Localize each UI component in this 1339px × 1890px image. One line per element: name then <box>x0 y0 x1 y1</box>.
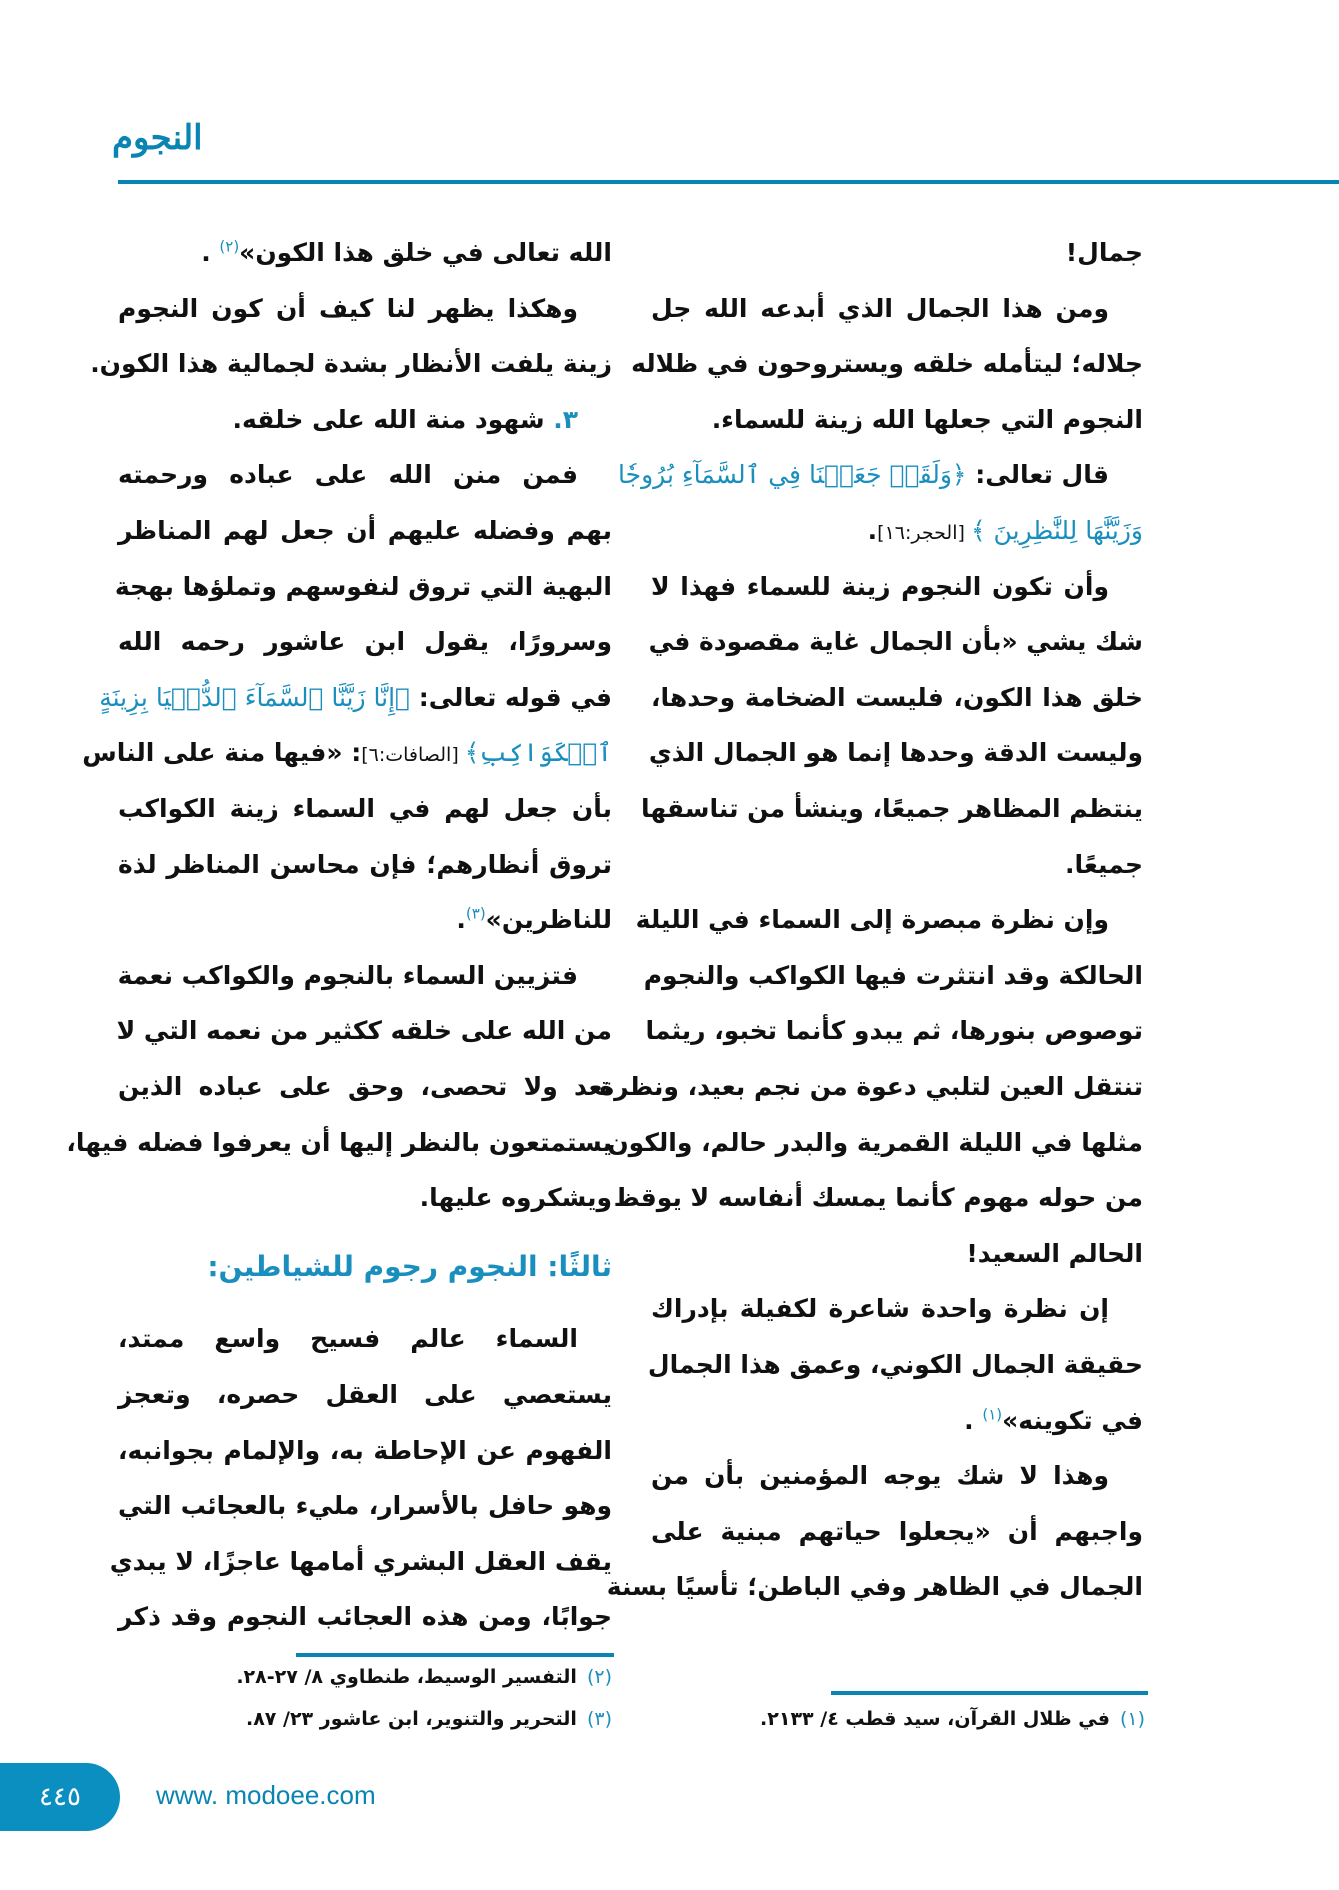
text-line <box>643 948 1143 1004</box>
text-line <box>118 837 612 893</box>
line-text: من الله على خلقه ككثير من نعمه التي لا <box>116 1016 612 1046</box>
line-text: بأن جعل لهم في السماء زينة الكواكب <box>118 794 612 823</box>
text-line <box>118 447 612 503</box>
line-text: زينة يلفت الأنظار بشدة لجمالية هذا الكون. <box>90 349 612 379</box>
line-text: شهود منة الله على خلقه. <box>232 404 554 434</box>
text-line <box>118 1003 612 1059</box>
line-text: جميعًا. <box>1065 849 1143 879</box>
footnote-text: التفسير الوسيط، طنطاوي ٨/ ٢٧-٢٨. <box>236 1666 577 1688</box>
text-line <box>641 781 1143 837</box>
footnote-number: (١) <box>1119 1708 1145 1730</box>
text-line <box>651 1504 1143 1560</box>
section-heading <box>118 1239 612 1295</box>
line-text: إن نظرة واحدة شاعرة لكفيلة بإدراك <box>651 1294 1109 1324</box>
line-text: وإن نظرة مبصرة إلى السماء في الليلة <box>635 905 1109 935</box>
line-text: ويشكروه عليها. <box>419 1183 612 1213</box>
text-line <box>648 614 1143 670</box>
footnote-text: في ظلال القرآن، سيد قطب ٤/ ٢١٣٣. <box>760 1708 1110 1730</box>
footnote-text: التحرير والتنوير، ابن عاشور ٢٣/ ٨٧. <box>245 1708 577 1730</box>
line-text: البهية التي تروق لنفوسهم وتملؤها بهجة <box>114 571 612 601</box>
line-text: يستمتعون بالنظر إليها أن يعرفوا فضله فيها، <box>66 1127 612 1157</box>
line-text: شك يشي «بأن الجمال غاية مقصودة في <box>648 627 1143 657</box>
text-line <box>118 1367 612 1423</box>
line-text: مثلها في الليلة القمرية والبدر حالم، والكون <box>607 1127 1143 1157</box>
line-text: الله تعالى في خلق هذا الكون» <box>239 238 612 267</box>
line-text: وأن تكون النجوم زينة للسماء فهذا لا <box>651 571 1109 601</box>
text-line <box>66 1115 612 1171</box>
text-line <box>607 1115 1143 1171</box>
line-text: وليست الدقة وحدها إنما هو الجمال الذي <box>648 738 1143 768</box>
line-text: الجمال في الظاهر وفي الباطن؛ تأسيًا بسنة <box>606 1572 1143 1602</box>
text-line <box>99 670 612 726</box>
line-text: خلق هذا الكون، فليست الضخامة وحدها، <box>651 682 1143 712</box>
text-line <box>651 1281 1143 1337</box>
footnote-2 <box>236 1666 612 1688</box>
line-text: النجوم التي جعلها الله زينة للسماء. <box>711 404 1143 434</box>
text-line <box>118 781 612 837</box>
footnote-number: (٢) <box>586 1666 612 1688</box>
line-text: قال تعالى: <box>966 460 1109 490</box>
line-text: تعد ولا تحصى، وحق على عباده الذين <box>118 1072 612 1101</box>
text-line <box>651 559 1143 615</box>
text-line <box>635 892 1143 948</box>
text-line <box>118 392 612 448</box>
line-text: وسرورًا، يقول ابن عاشور رحمه الله <box>118 627 612 657</box>
line-text: يقف العقل البشري أمامها عاجزًا، لا يبدي <box>109 1546 612 1576</box>
line-text: الحالكة وقد انتثرت فيها الكواكب والنجوم <box>643 960 1143 990</box>
footnote-number: (٣) <box>586 1708 612 1730</box>
text-line <box>651 281 1143 337</box>
verse-reference: [الصافات:٦] <box>361 744 465 767</box>
text-line <box>82 725 612 781</box>
text-line <box>651 1226 1143 1282</box>
line-text: ومن هذا الجمال الذي أبدعه الله جل <box>651 293 1109 323</box>
line-text: حقيقة الجمال الكوني، وعمق هذا الجمال <box>647 1350 1143 1379</box>
text-line <box>651 1393 1143 1449</box>
text-line <box>613 1170 1143 1226</box>
text-line <box>631 336 1143 392</box>
quran-verse: ٱلۡكَوَاكِبِ﴾ <box>464 738 612 768</box>
text-line <box>651 225 1143 281</box>
line-text: . <box>964 1405 983 1435</box>
text-line <box>651 392 1143 448</box>
chapter-title: النجوم <box>112 118 203 158</box>
footnote-marker[interactable]: (٣) <box>465 904 486 923</box>
line-text: وهذا لا شك يوجه المؤمنين بأن من <box>651 1461 1109 1491</box>
footnote-3 <box>246 1708 612 1730</box>
footnote-1 <box>760 1708 1145 1730</box>
text-line <box>618 447 1143 503</box>
text-line <box>118 1170 612 1226</box>
text-line <box>90 336 612 392</box>
text-line <box>645 1003 1143 1059</box>
quran-verse: ﴿وَلَقَدۡ جَعَلۡنَا فِي ٱلسَّمَآءِ بُرُوجٗا <box>618 460 967 490</box>
text-line <box>118 948 612 1004</box>
text-line <box>118 614 612 670</box>
text-line <box>118 892 612 948</box>
quran-verse: ﴿إِنَّا زَيَّنَّا ٱلسَّمَآءَ ٱلدُّنۡيَا بِزِينَةٍ <box>99 682 411 712</box>
text-line <box>109 1534 612 1590</box>
verse-reference: [الحجر:١٦] <box>877 522 971 544</box>
text-line <box>118 1311 612 1367</box>
text-line <box>651 1448 1143 1504</box>
text-line <box>606 1559 1143 1615</box>
footnote-divider-right <box>831 1691 1148 1695</box>
line-text: . <box>201 238 220 267</box>
line-text: . <box>456 905 466 935</box>
text-line <box>114 559 612 615</box>
website-link[interactable]: www. modoee.com <box>156 1780 376 1810</box>
line-text: وهكذا يظهر لنا كيف أن كون النجوم <box>118 293 578 323</box>
text-line <box>118 1059 612 1115</box>
line-text: فتزيين السماء بالنجوم والكواكب نعمة <box>117 960 578 990</box>
text-line <box>648 725 1143 781</box>
text-line <box>118 1589 612 1645</box>
footnote-divider-left <box>296 1653 614 1657</box>
line-text: توصوص بنورها، ثم يبدو كأنما تخبو، ريثما <box>645 1016 1143 1046</box>
text-line <box>118 1478 612 1534</box>
text-line <box>651 503 1143 559</box>
text-line <box>647 1337 1143 1393</box>
page-number-badge: ٤٤٥ <box>0 1763 120 1831</box>
line-text: جوابًا، ومن هذه العجائب النجوم وقد ذكر <box>118 1602 612 1632</box>
line-text: فمن منن الله على عباده ورحمته <box>118 460 578 490</box>
line-text: الفهوم عن الإحاطة به، والإلمام بجوانبه، <box>118 1435 612 1465</box>
line-text: من حوله مهوم كأنما يمسك أنفاسه لا يوقظ <box>613 1183 1143 1213</box>
footnote-marker[interactable]: (١) <box>982 1405 1003 1424</box>
line-text: الحالم السعيد! <box>966 1238 1143 1268</box>
text-line <box>118 281 612 337</box>
text-line <box>599 1059 1143 1115</box>
text-line <box>651 670 1143 726</box>
line-text: بهم وفضله عليهم أن جعل لهم المناظر <box>118 516 612 545</box>
line-text: ينتظم المظاهر جميعًا، وينشأ من تناسقها <box>641 794 1143 823</box>
line-text: وهو حافل بالأسرار، مليء بالعجائب التي <box>118 1491 612 1521</box>
text-line <box>118 225 612 281</box>
line-text: . <box>867 516 878 545</box>
line-text: جلاله؛ ليتأمله خلقه ويستروحون في ظلاله <box>631 349 1143 379</box>
line-text: واجبهم أن «يجعلوا حياتهم مبنية على <box>651 1516 1143 1546</box>
header-divider <box>118 180 1339 184</box>
line-text: يستعصي على العقل حصره، وتعجز <box>118 1380 612 1409</box>
line-text: للناظرين» <box>485 905 612 935</box>
line-text: جمال! <box>1065 238 1143 267</box>
line-text: تروق أنظارهم؛ فإن محاسن المناظر لذة <box>118 849 612 879</box>
quran-verse: وَزَيَّنَّٰهَا لِلنَّٰظِرِينَ ﴾ <box>970 516 1143 545</box>
footnote-marker[interactable]: (٢) <box>219 237 240 256</box>
text-line <box>118 1423 612 1479</box>
line-text: : «فيها منة على الناس <box>82 738 362 768</box>
line-text: السماء عالم فسيح واسع ممتد، <box>118 1324 578 1354</box>
text-line <box>118 503 612 559</box>
list-number: ٣. <box>553 404 578 434</box>
section-heading-text: ثالثًا: النجوم رجوم للشياطين: <box>207 1249 612 1283</box>
line-text: في تكوينه» <box>1002 1405 1143 1435</box>
line-text: في قوله تعالى: <box>410 682 612 712</box>
line-text: تنتقل العين لتلبي دعوة من نجم بعيد، ونظرة <box>599 1072 1143 1101</box>
text-line <box>651 837 1143 893</box>
